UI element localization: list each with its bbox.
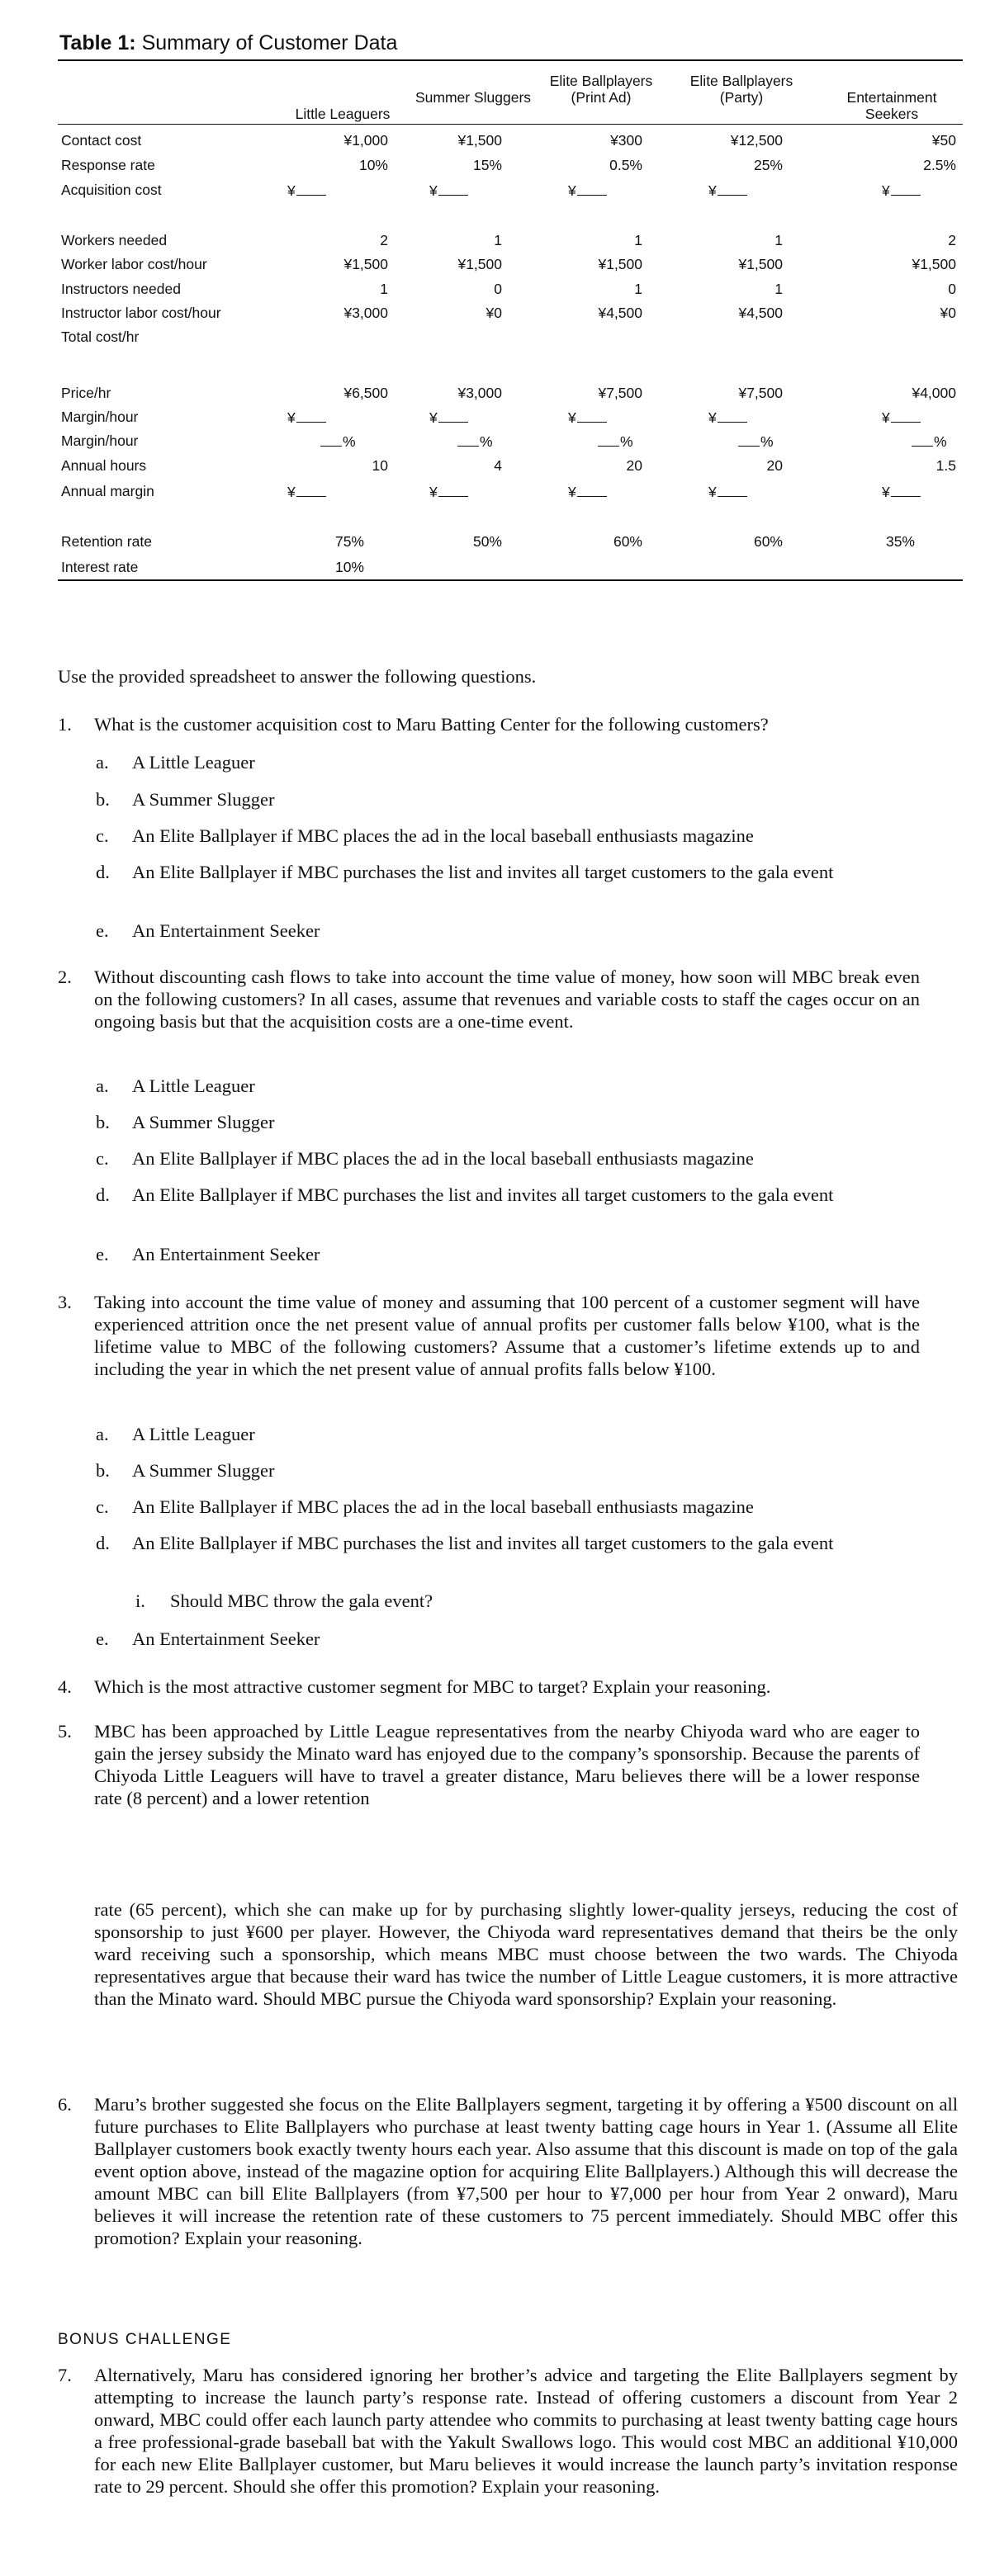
- cell: ¥4,000: [912, 385, 956, 401]
- question-7-text: Alternatively, Maru has considered ignoring her brother’s advice and targeting the Elite Ballplayers segment by attempting to increase the launch party’s response rate. Instead of offering customers a discount from Year 2 onward, MBC could offer each launch party attendee who commits to purchasing at least twenty batting cage hours a free professional-grade baseball bat with the Yakult Swallows logo. This would cost MBC an additional ¥10,000 for each new Elite Ballplayer customer, but Maru believes it would increase the launch party’s invitation response rate to 29 percent. Should she offer this promotion? Explain your reasoning.: [94, 2365, 958, 2497]
- cell: ¥12,500: [730, 132, 783, 149]
- cell: 10: [372, 457, 388, 474]
- blank-cell: ¥: [287, 182, 326, 199]
- blank-cell: ¥: [568, 483, 607, 500]
- item-letter: d.: [96, 1184, 110, 1205]
- blank-cell: %: [912, 432, 947, 450]
- cell: 10%: [358, 157, 388, 173]
- cell: ¥1,500: [598, 256, 642, 272]
- cell: 1: [774, 232, 783, 248]
- cell: 2: [948, 232, 956, 248]
- item-letter: d.: [96, 1533, 110, 1553]
- cell: ¥3,000: [343, 305, 388, 321]
- cell: 20: [626, 457, 642, 474]
- row-label-price: Price/hr: [61, 385, 111, 401]
- col-header-entertainment-seekers: Entertainment Seekers: [846, 89, 937, 122]
- row-label-instructors-needed: Instructors needed: [61, 281, 181, 297]
- item-text: An Elite Ballplayer if MBC places the ad in the local baseball enthusiasts magazine: [132, 1148, 754, 1169]
- row-label-annual-hours: Annual hours: [61, 457, 147, 474]
- item-letter: b.: [96, 789, 110, 810]
- row-label-workers-needed: Workers needed: [61, 232, 168, 248]
- row-label-total-cost: Total cost/hr: [61, 328, 140, 345]
- cell: 0: [494, 281, 502, 297]
- bonus-heading: BONUS CHALLENGE: [58, 2331, 232, 2348]
- cell: ¥0: [940, 305, 956, 321]
- question-2-text: Without discounting cash flows to take into account the time value of money, how soon will MBC break even on the following customers? In all cases, assume that revenues and variable costs to staff the cages occur on an ongoing basis but that the acquisition costs are a one-time event.: [94, 967, 920, 1032]
- item-text: An Elite Ballplayer if MBC purchases the list and invites all target customers to the gala event: [132, 862, 834, 882]
- question-number: 7.: [58, 2365, 72, 2385]
- question-number: 3.: [58, 1292, 72, 1312]
- row-label-margin-hour-pct: Margin/hour: [61, 432, 139, 449]
- blank-cell: ¥: [287, 483, 326, 500]
- row-label-retention: Retention rate: [61, 533, 152, 550]
- cell: ¥1,000: [343, 132, 388, 149]
- item-text: An Elite Ballplayer if MBC places the ad in the local baseball enthusiasts magazine: [132, 825, 754, 846]
- cell: 15%: [472, 157, 502, 173]
- blank-cell: ¥: [708, 409, 747, 426]
- row-label-margin-hour: Margin/hour: [61, 409, 139, 425]
- question-3-text: Taking into account the time value of money and assuming that 100 percent of a customer segment will have experienced attrition once the net present value of annual profits per customer falls below ¥100, what is the lifetime value to MBC of the following customers? Assume that a customer’s lifetime extends up to and including the year in which the net present value of annual profits falls below ¥100.: [94, 1292, 920, 1379]
- cell: 1.5: [936, 457, 956, 474]
- row-label-annual-margin: Annual margin: [61, 483, 154, 499]
- blank-cell: ¥: [429, 483, 468, 500]
- item-letter: a.: [96, 1424, 109, 1444]
- item-text: An Elite Ballplayer if MBC purchases the list and invites all target customers to the gala event: [132, 1184, 834, 1205]
- col-header-summer-sluggers: Summer Sluggers: [414, 89, 532, 106]
- table-title: Table 1: Summary of Customer Data: [59, 31, 398, 54]
- cell: ¥6,500: [343, 385, 388, 401]
- table-bottom-rule: [58, 579, 963, 581]
- item-letter: e.: [96, 1628, 109, 1649]
- cell: ¥7,500: [598, 385, 642, 401]
- item-text: An Elite Ballplayer if MBC places the ad in the local baseball enthusiasts magazine: [132, 1496, 754, 1517]
- cell: 60%: [613, 533, 642, 550]
- cell: 35%: [885, 533, 915, 550]
- blank-cell: ¥: [568, 409, 607, 426]
- item-text: A Little Leaguer: [132, 1424, 255, 1444]
- blank-cell: %: [457, 432, 493, 450]
- item-text: A Little Leaguer: [132, 1075, 255, 1096]
- item-letter: i.: [135, 1591, 145, 1611]
- item-letter: e.: [96, 920, 109, 941]
- item-text: An Entertainment Seeker: [132, 1244, 320, 1264]
- cell: 20: [766, 457, 783, 474]
- item-text: A Little Leaguer: [132, 752, 255, 773]
- blank-cell: %: [598, 432, 633, 450]
- blank-cell: ¥: [882, 483, 921, 500]
- cell: 1: [774, 281, 783, 297]
- item-text: An Elite Ballplayer if MBC purchases the list and invites all target customers to the gala event: [132, 1533, 834, 1553]
- item-text: A Summer Slugger: [132, 1460, 275, 1481]
- item-letter: b.: [96, 1112, 110, 1132]
- item-text: Should MBC throw the gala event?: [170, 1591, 433, 1611]
- item-letter: c.: [96, 825, 109, 846]
- cell: 60%: [753, 533, 783, 550]
- col-header-elite-print: Elite Ballplayers (Print Ad): [549, 73, 653, 106]
- cell: ¥1,500: [343, 256, 388, 272]
- question-number: 2.: [58, 967, 72, 987]
- cell: 2: [380, 232, 388, 248]
- blank-cell: ¥: [287, 409, 326, 426]
- item-text: A Summer Slugger: [132, 789, 275, 810]
- blank-cell: ¥: [882, 182, 921, 199]
- cell: 75%: [334, 533, 364, 550]
- blank-cell: ¥: [429, 409, 468, 426]
- cell: ¥4,500: [598, 305, 642, 321]
- cell: 1: [494, 232, 502, 248]
- cell: 50%: [472, 533, 502, 550]
- col-header-elite-party: Elite Ballplayers (Party): [689, 73, 793, 106]
- cell: ¥1,500: [457, 132, 502, 149]
- blank-cell: %: [320, 432, 356, 450]
- item-letter: c.: [96, 1148, 109, 1169]
- item-letter: c.: [96, 1496, 109, 1517]
- item-letter: a.: [96, 752, 109, 773]
- question-5-text-part1: MBC has been approached by Little League representatives from the nearby Chiyoda ward who are eager to gain the jersey subsidy the Minato ward has enjoyed due to the company’s sponsorship. Because the parents of Chiyoda Little Leaguers will have to travel a greater distance, Maru believes there will be a lower response rate (8 percent) and a lower retention: [94, 1721, 920, 1808]
- row-label-worker-labor: Worker labor cost/hour: [61, 256, 207, 272]
- question-6-text: Maru’s brother suggested she focus on the Elite Ballplayers segment, targeting it by offering a ¥500 discount on all future purchases to Elite Ballplayers who purchase at least twenty batting cage hours in Year 1. (Assume all Elite Ballplayer customers book exactly twenty hours each year. Also assume that this discount is made on top of the gala event option above, instead of the magazine option for acquiring Elite Ballplayers.) Although this will decrease the amount MBC can bill Elite Ballplayers (from ¥7,500 per hour to ¥7,000 per hour from Year 2 onward), Maru believes it will increase the retention rate of these customers to 75 percent immediately. Should MBC offer this promotion? Explain your reasoning.: [94, 2094, 959, 2248]
- cell: ¥4,500: [738, 305, 783, 321]
- blank-cell: ¥: [882, 409, 921, 426]
- question-number: 5.: [58, 1721, 72, 1742]
- row-label-acquisition-cost: Acquisition cost: [61, 182, 162, 198]
- cell: ¥1,500: [738, 256, 783, 272]
- blank-cell: ¥: [568, 182, 607, 199]
- cell: ¥50: [931, 132, 956, 149]
- cell: ¥1,500: [457, 256, 502, 272]
- blank-cell: %: [738, 432, 774, 450]
- row-label-response-rate: Response rate: [61, 157, 155, 173]
- question-number: 1.: [58, 714, 72, 735]
- cell: 4: [494, 457, 502, 474]
- item-text: A Summer Slugger: [132, 1112, 275, 1132]
- cell: 25%: [753, 157, 783, 173]
- row-label-instructor-labor: Instructor labor cost/hour: [61, 305, 221, 321]
- question-4-text: Which is the most attractive customer segment for MBC to target? Explain your reasoning.: [94, 1676, 771, 1697]
- cell: ¥7,500: [738, 385, 783, 401]
- item-letter: a.: [96, 1075, 109, 1096]
- col-header-little-leaguers: Little Leaguers: [295, 106, 391, 122]
- question-number: 4.: [58, 1676, 72, 1697]
- cell: ¥0: [486, 305, 502, 321]
- cell: ¥3,000: [457, 385, 502, 401]
- blank-cell: ¥: [708, 483, 747, 500]
- row-label-contact-cost: Contact cost: [61, 132, 142, 149]
- intro-text: Use the provided spreadsheet to answer the following questions.: [58, 666, 537, 687]
- cell: 1: [634, 232, 642, 248]
- blank-cell: ¥: [429, 182, 468, 199]
- cell: 0: [948, 281, 956, 297]
- table-top-rule: [58, 59, 963, 61]
- cell: 10%: [334, 559, 364, 575]
- cell: 1: [634, 281, 642, 297]
- question-1-text: What is the customer acquisition cost to Maru Batting Center for the following customers?: [94, 714, 769, 735]
- item-letter: e.: [96, 1244, 109, 1264]
- cell: 0.5%: [609, 157, 642, 173]
- item-text: An Entertainment Seeker: [132, 1628, 320, 1649]
- question-5-text-part2: rate (65 percent), which she can make up for by purchasing slightly lower-quality jerseys, reducing the cost of sponsorship to just ¥600 per player. However, the Chiyoda ward representatives demand that theirs be the only ward receiving such a sponsorship, which means MBC must choose between the two wards. The Chiyoda representatives argue that because their ward has twice the number of Little League customers, it is more attractive than the Minato ward. Should MBC pursue the Chiyoda ward sponsorship? Explain your reasoning.: [94, 1899, 958, 2009]
- cell: 1: [380, 281, 388, 297]
- row-label-interest: Interest rate: [61, 559, 139, 575]
- blank-cell: ¥: [708, 182, 747, 199]
- cell: ¥300: [610, 132, 642, 149]
- question-number: 6.: [58, 2094, 72, 2115]
- header-rule: [58, 124, 963, 125]
- cell: ¥1,500: [912, 256, 956, 272]
- cell: 2.5%: [923, 157, 956, 173]
- item-letter: b.: [96, 1460, 110, 1481]
- item-text: An Entertainment Seeker: [132, 920, 320, 941]
- item-letter: d.: [96, 862, 110, 882]
